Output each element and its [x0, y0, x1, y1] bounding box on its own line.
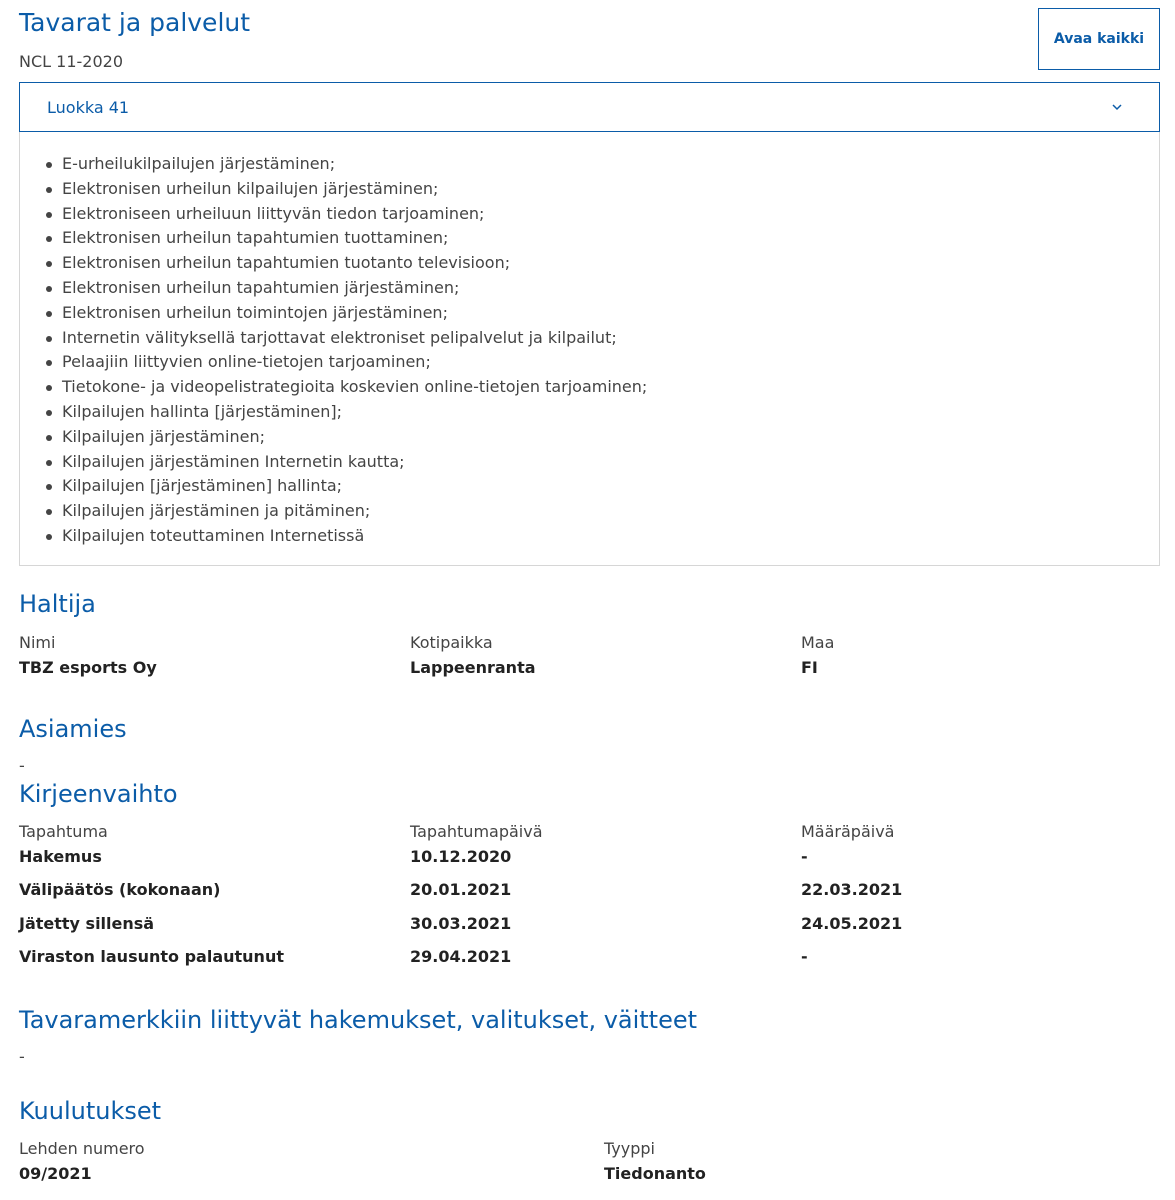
- goods-list-item: Elektronisen urheilun tapahtumien järjestäminen;: [46, 276, 1159, 301]
- correspondence-event: Viraston lausunto palautunut: [19, 947, 284, 966]
- correspondence-header-event: Tapahtuma: [19, 822, 108, 841]
- announcement-issue: 09/2021: [19, 1164, 92, 1183]
- goods-title: Tavarat ja palvelut: [19, 8, 251, 37]
- correspondence-header-due: Määräpäivä: [801, 822, 895, 841]
- ncl-version: NCL 11-2020: [19, 52, 123, 71]
- announcements-title: Kuulutukset: [19, 1097, 162, 1125]
- announcement-issue-label: Lehden numero: [19, 1139, 145, 1158]
- class-41-accordion-body: [19, 132, 1160, 566]
- correspondence-date: 10.12.2020: [410, 847, 512, 866]
- holder-domicile: Lappeenranta: [410, 658, 536, 677]
- holder-country-label: Maa: [801, 633, 835, 652]
- holder-country: FI: [801, 658, 818, 677]
- correspondence-due: 22.03.2021: [801, 880, 903, 899]
- announcement-type: Tiedonanto: [604, 1164, 706, 1183]
- correspondence-date: 29.04.2021: [410, 947, 512, 966]
- goods-list-item: Kilpailujen järjestäminen Internetin kautta;: [46, 450, 1159, 475]
- goods-list-item: Kilpailujen järjestäminen;: [46, 425, 1159, 450]
- holder-name: TBZ esports Oy: [19, 658, 157, 677]
- holder-name-label: Nimi: [19, 633, 56, 652]
- agent-value: -: [19, 756, 25, 775]
- correspondence-title: Kirjeenvaihto: [19, 780, 178, 808]
- correspondence-date: 20.01.2021: [410, 880, 512, 899]
- goods-list-item: Elektronisen urheilun toimintojen järjestäminen;: [46, 301, 1159, 326]
- open-all-button[interactable]: Avaa kaikki: [1038, 8, 1160, 70]
- applications-value: -: [19, 1047, 25, 1066]
- announcement-type-label: Tyyppi: [604, 1139, 655, 1158]
- correspondence-event: Välipäätös (kokonaan): [19, 880, 221, 899]
- goods-list-item: Internetin välityksellä tarjottavat elektroniset pelipalvelut ja kilpailut;: [46, 326, 1159, 351]
- goods-list-item: Pelaajiin liittyvien online-tietojen tarjoaminen;: [46, 350, 1159, 375]
- goods-list: [46, 152, 1159, 549]
- class-label: Luokka 41: [47, 97, 130, 117]
- correspondence-event: Hakemus: [19, 847, 102, 866]
- goods-list-item: Elektroniseen urheiluun liittyvän tiedon tarjoaminen;: [46, 202, 1159, 227]
- correspondence-header-date: Tapahtumapäivä: [410, 822, 543, 841]
- class-41-accordion-header[interactable]: [19, 82, 1160, 132]
- goods-list-item: Kilpailujen hallinta [järjestäminen];: [46, 400, 1159, 425]
- holder-domicile-label: Kotipaikka: [410, 633, 493, 652]
- goods-list-item: E-urheilukilpailujen järjestäminen;: [46, 152, 1159, 177]
- goods-list-item: Kilpailujen järjestäminen ja pitäminen;: [46, 499, 1159, 524]
- goods-list-item: Elektronisen urheilun kilpailujen järjestäminen;: [46, 177, 1159, 202]
- applications-title: Tavaramerkkiin liittyvät hakemukset, valitukset, väitteet: [19, 1006, 698, 1034]
- correspondence-event: Jätetty sillensä: [19, 914, 155, 933]
- goods-list-item: Tietokone- ja videopelistrategioita koskevien online-tietojen tarjoaminen;: [46, 375, 1159, 400]
- holder-title: Haltija: [19, 590, 96, 618]
- correspondence-date: 30.03.2021: [410, 914, 512, 933]
- chevron-down-icon[interactable]: [1109, 99, 1125, 115]
- goods-list-item: Elektronisen urheilun tapahtumien tuottaminen;: [46, 226, 1159, 251]
- goods-list-item: Kilpailujen toteuttaminen Internetissä: [46, 524, 1159, 549]
- correspondence-due: 24.05.2021: [801, 914, 903, 933]
- goods-list-item: Kilpailujen [järjestäminen] hallinta;: [46, 474, 1159, 499]
- correspondence-due: -: [801, 947, 808, 966]
- goods-list-item: Elektronisen urheilun tapahtumien tuotanto televisioon;: [46, 251, 1159, 276]
- agent-title: Asiamies: [19, 715, 127, 743]
- correspondence-due: -: [801, 847, 808, 866]
